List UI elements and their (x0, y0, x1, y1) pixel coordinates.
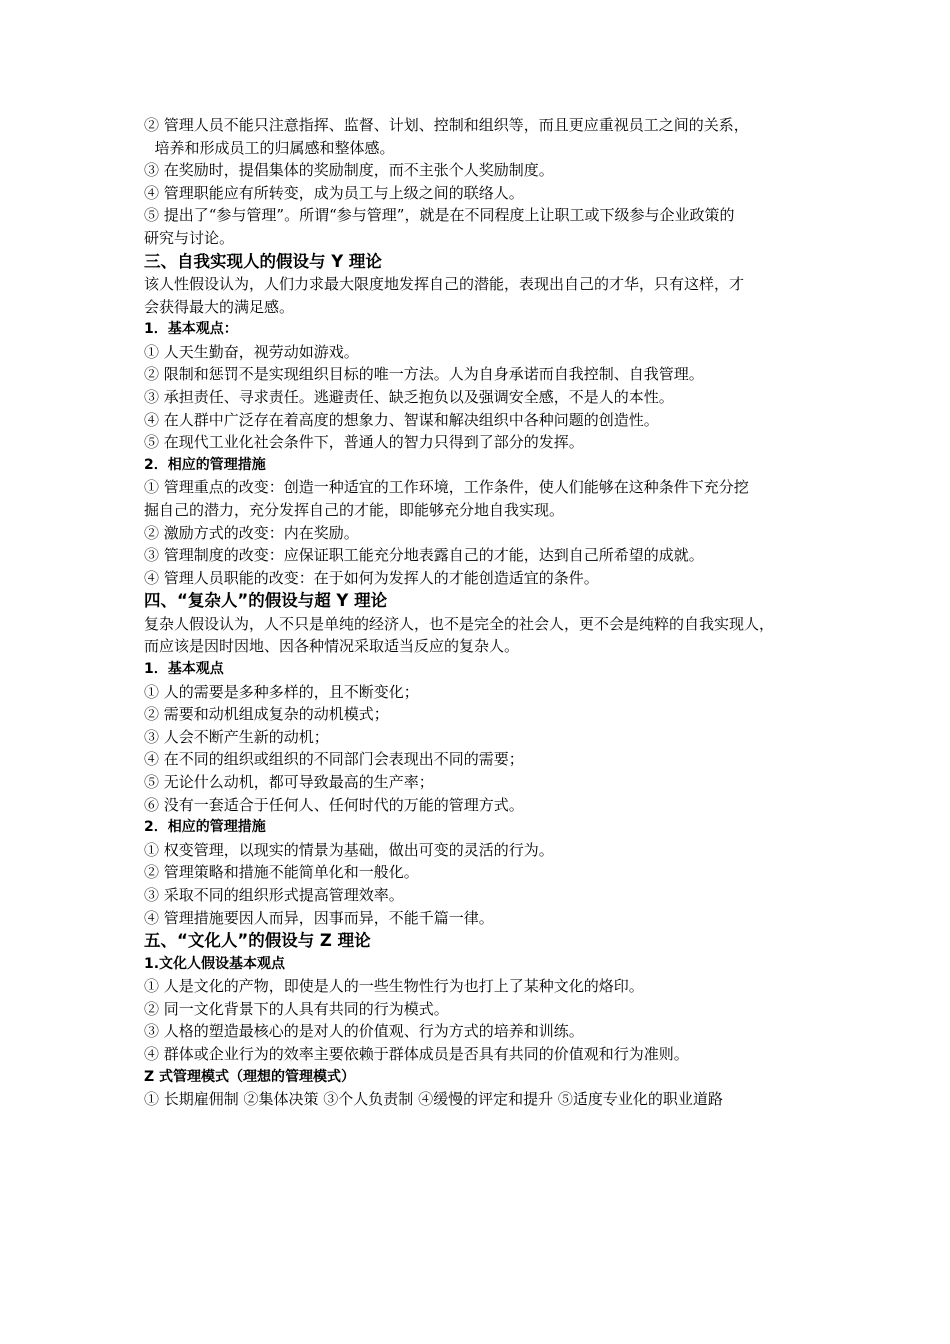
text-line: ① 人天生勤奋，视劳动如游戏。 (144, 342, 359, 361)
text-line: ① 人是文化的产物，即使是人的一些生物性行为也打上了某种文化的烙印。 (144, 977, 644, 996)
text-line: ④ 在人群中广泛存在着高度的想象力、智谋和解决组织中各种问题的创造性。 (144, 410, 659, 429)
text-line: ⑤ 在现代工业化社会条件下，普通人的智力只得到了部分的发挥。 (144, 433, 584, 452)
text-line: 会获得最大的满足感。 (144, 297, 295, 316)
text-line: ② 激励方式的改变：内在奖励。 (144, 523, 359, 542)
text-line: ⑤ 提出了“参与管理”。所谓“参与管理”，就是在不同程度上让职工或下级参与企业政策的 (144, 206, 735, 225)
text-line: ① 人的需要是多种多样的，且不断变化； (144, 682, 419, 701)
text-line: ④ 管理职能应有所转变，成为员工与上级之间的联络人。 (144, 183, 524, 202)
section-heading: 五、“文化人”的假设与 Z 理论 (144, 931, 371, 951)
text-line: 该人性假设认为，人们力求最大限度地发挥自己的潜能，表现出自己的才华，只有这样，才 (144, 275, 745, 294)
text-line: 掘自己的潜力，充分发挥自己的才能，即能够充分地自我实现。 (144, 501, 565, 519)
text-line: ② 限制和惩罚不是实现组织目标的唯一方法。人为自身承诺而自我控制、自我管理。 (144, 365, 704, 384)
text-line: 培养和形成员工的归属感和整体感。 (154, 138, 395, 157)
text-line: 复杂人假设认为，人不只是单纯的经济人，也不是完全的社会人，更不会是纯粹的自我实现人， (144, 614, 775, 633)
text-line: ② 管理策略和措施不能简单化和一般化。 (144, 863, 419, 882)
subsection-heading: 2．相应的管理措施 (144, 456, 266, 473)
text-line: ③ 管理制度的改变：应保证职工能充分地表露自己的才能，达到自己所希望的成就。 (144, 546, 704, 565)
section-heading: 三、自我实现人的假设与 Y 理论 (144, 251, 382, 271)
section-heading: 四、“复杂人”的假设与超 Y 理论 (144, 591, 388, 611)
text-line: ① 管理重点的改变：创造一种适宜的工作环境，工作条件，使人们能够在这种条件下充分挖 (144, 478, 749, 497)
subsection-heading: 1.文化人假设基本观点 (144, 955, 286, 972)
text-line: ③ 在奖励时，提倡集体的奖励制度，而不主张个人奖励制度。 (144, 161, 554, 180)
text-line: ① 权变管理，以现实的情景为基础，做出可变的灵活的行为。 (144, 840, 554, 859)
text-line: ④ 在不同的组织或组织的不同部门会表现出不同的需要； (144, 750, 524, 769)
text-line: ⑥ 没有一套适合于任何人、任何时代的万能的管理方式。 (144, 795, 524, 814)
text-line: ③ 承担责任、寻求责任。逃避责任、缺乏抱负以及强调安全感，不是人的本性。 (144, 388, 674, 407)
subsection-heading: 1．基本观点 (144, 661, 224, 678)
text-line: ④ 群体或企业行为的效率主要依赖于群体成员是否具有共同的价值观和行为准则。 (144, 1045, 689, 1064)
text-line: ③ 人会不断产生新的动机； (144, 727, 329, 746)
text-line: ④ 管理人员职能的改变：在于如何为发挥人的才能创造适宜的条件。 (144, 568, 599, 587)
subsection-heading: Z 式管理模式（理想的管理模式） (144, 1068, 356, 1085)
text-line: 研究与讨论。 (144, 228, 235, 247)
text-line: ⑤ 无论什么动机，都可导致最高的生产率； (144, 773, 434, 792)
text-line: 而应该是因时因地、因各种情况采取适当反应的复杂人。 (144, 637, 520, 656)
subsection-heading: 1．基本观点： (144, 321, 238, 338)
text-line: ② 需要和动机组成复杂的动机模式； (144, 705, 389, 724)
document-body (144, 114, 816, 1111)
text-line: ③ 采取不同的组织形式提高管理效率。 (144, 886, 404, 904)
subsection-heading: 2．相应的管理措施 (144, 819, 266, 836)
text-line: ④ 管理措施要因人而异，因事而异，不能千篇一律。 (144, 908, 494, 927)
text-line: ① 长期雇佣制 ②集体决策 ③个人负责制 ④缓慢的评定和提升 ⑤适度专业化的职业道路 (144, 1090, 723, 1109)
text-line: ② 管理人员不能只注意指挥、监督、计划、控制和组织等，而且更应重视员工之间的关系， (144, 116, 749, 134)
text-line: ② 同一文化背景下的人具有共同的行为模式。 (144, 999, 449, 1018)
text-line: ③ 人格的塑造最核心的是对人的价值观、行为方式的培养和训练。 (144, 1022, 584, 1041)
